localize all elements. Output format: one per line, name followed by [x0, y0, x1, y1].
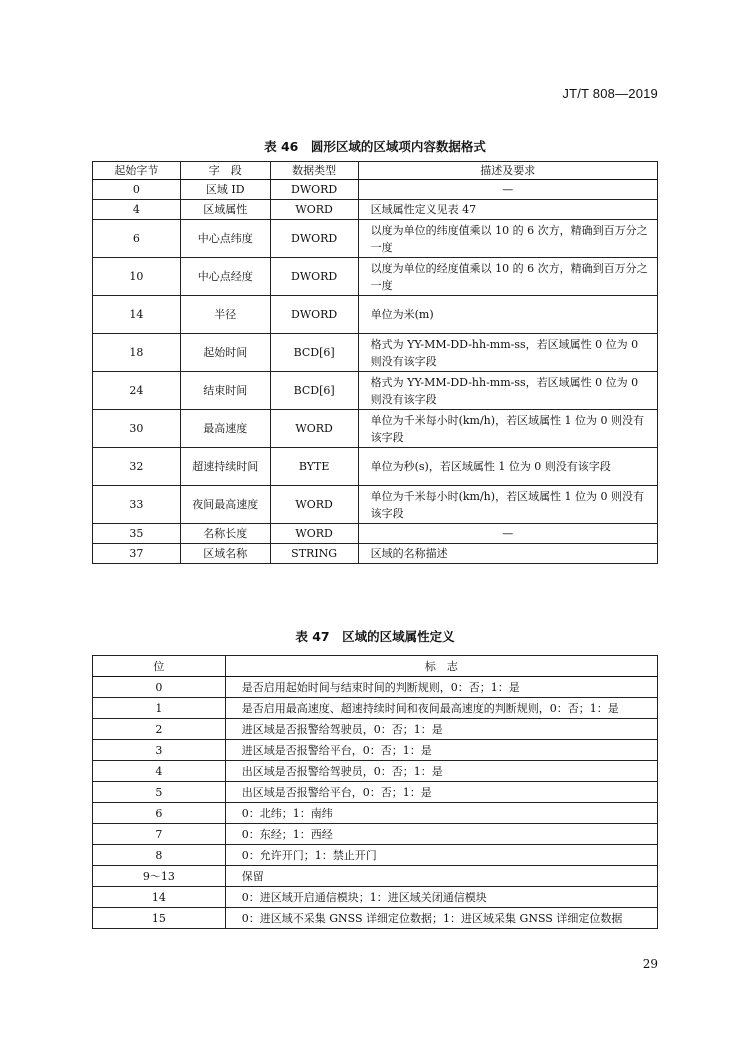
table-cell: 以度为单位的纬度值乘以 10 的 6 次方，精确到百万分之一度: [358, 220, 657, 258]
table-row: [93, 845, 658, 866]
column-header: 描述及要求: [358, 162, 657, 180]
table-cell: WORD: [270, 486, 358, 524]
table-cell: 进区域是否报警给驾驶员，0：否；1：是: [225, 719, 657, 740]
table-cell: 35: [93, 524, 181, 544]
table-cell: 18: [93, 334, 181, 372]
table46-caption: 表 46 圆形区域的区域项内容数据格式: [264, 139, 486, 154]
table-cell: 出区域是否报警给平台，0：否；1：是: [225, 782, 657, 803]
table-cell: 6: [93, 220, 181, 258]
table-row: [93, 908, 658, 929]
table-cell: 超速持续时间: [180, 448, 270, 486]
table-row: [93, 258, 658, 296]
table-cell: 是否启用起始时间与结束时间的判断规则，0：否；1：是: [225, 677, 657, 698]
table-row: [93, 448, 658, 486]
table-row: [93, 180, 658, 200]
table-cell: 0: [93, 677, 226, 698]
table-row: [93, 296, 658, 334]
table-cell: 3: [93, 740, 226, 761]
table-cell: 半径: [180, 296, 270, 334]
table-cell: 8: [93, 845, 226, 866]
table-row: [93, 200, 658, 220]
table-cell: BCD[6]: [270, 372, 358, 410]
table-cell: 4: [93, 200, 181, 220]
table-cell: 6: [93, 803, 226, 824]
table-cell: STRING: [270, 544, 358, 564]
table-cell: 1: [93, 698, 226, 719]
table-row: [93, 887, 658, 908]
table-cell: 最高速度: [180, 410, 270, 448]
table-cell: 14: [93, 887, 226, 908]
table-cell: 32: [93, 448, 181, 486]
table-cell: 结束时间: [180, 372, 270, 410]
table-row: [93, 220, 658, 258]
table-cell: 出区域是否报警给驾驶员，0：否；1：是: [225, 761, 657, 782]
table-row: [93, 677, 658, 698]
table-row: [93, 486, 658, 524]
table-cell: DWORD: [270, 258, 358, 296]
table-cell: 2: [93, 719, 226, 740]
table-cell: 区域属性: [180, 200, 270, 220]
table-cell: 起始时间: [180, 334, 270, 372]
table-cell: 区域属性定义见表 47: [358, 200, 657, 220]
table-cell: DWORD: [270, 220, 358, 258]
table-cell: 单位为千米每小时(km/h)，若区域属性 1 位为 0 则没有该字段: [358, 486, 657, 524]
table-cell: BCD[6]: [270, 334, 358, 372]
table-cell: 7: [93, 824, 226, 845]
table-cell: BYTE: [270, 448, 358, 486]
table-cell: 单位为千米每小时(km/h)，若区域属性 1 位为 0 则没有该字段: [358, 410, 657, 448]
table-cell: 区域名称: [180, 544, 270, 564]
table-cell: 单位为秒(s)，若区域属性 1 位为 0 则没有该字段: [358, 448, 657, 486]
table-cell: 区域 ID: [180, 180, 270, 200]
table-cell: 0：进区域不采集 GNSS 详细定位数据；1：进区域采集 GNSS 详细定位数据: [225, 908, 657, 929]
table-cell: 名称长度: [180, 524, 270, 544]
table-cell: 30: [93, 410, 181, 448]
table-cell: WORD: [270, 524, 358, 544]
table-47: [92, 655, 658, 929]
table-row: [93, 524, 658, 544]
table-row: [93, 803, 658, 824]
table-cell: DWORD: [270, 180, 358, 200]
table-cell: 9～13: [93, 866, 226, 887]
table-row: [93, 782, 658, 803]
table-cell: 0：允许开门；1：禁止开门: [225, 845, 657, 866]
table-row: [93, 372, 658, 410]
table-cell: 24: [93, 372, 181, 410]
table-row: [93, 544, 658, 564]
table-row: [93, 334, 658, 372]
table-row: [93, 410, 658, 448]
table-cell: 0：进区域开启通信模块；1：进区域关闭通信模块: [225, 887, 657, 908]
table-row: [93, 719, 658, 740]
standard-number: JT/T 808—2019: [562, 86, 658, 101]
table-cell: 5: [93, 782, 226, 803]
table-cell: 0: [93, 180, 181, 200]
table-row: [93, 866, 658, 887]
table-cell: 保留: [225, 866, 657, 887]
table-cell: 以度为单位的经度值乘以 10 的 6 次方，精确到百万分之一度: [358, 258, 657, 296]
table-cell: WORD: [270, 410, 358, 448]
table-cell: 是否启用最高速度、超速持续时间和夜间最高速度的判断规则，0：否；1：是: [225, 698, 657, 719]
column-header: 起始字节: [93, 162, 181, 180]
table-cell: 中心点经度: [180, 258, 270, 296]
table-cell: 33: [93, 486, 181, 524]
table-row: [93, 698, 658, 719]
column-header: 字 段: [180, 162, 270, 180]
table-cell: 单位为米(m): [358, 296, 657, 334]
table-cell: 区域的名称描述: [358, 544, 657, 564]
table-cell: 0：北纬；1：南纬: [225, 803, 657, 824]
table-row: [93, 824, 658, 845]
column-header: 数据类型: [270, 162, 358, 180]
table-cell: DWORD: [270, 296, 358, 334]
table-cell: WORD: [270, 200, 358, 220]
table-row: [93, 761, 658, 782]
page-number: 29: [642, 957, 658, 971]
table-cell: 格式为 YY-MM-DD-hh-mm-ss，若区域属性 0 位为 0 则没有该字段: [358, 372, 657, 410]
table-cell: 4: [93, 761, 226, 782]
column-header: 标 志: [225, 656, 657, 677]
table-cell: 进区域是否报警给平台，0：否；1：是: [225, 740, 657, 761]
table47-caption: 表 47 区域的区域属性定义: [295, 629, 455, 644]
table-46: [92, 161, 658, 564]
table-cell: 14: [93, 296, 181, 334]
table-cell: 15: [93, 908, 226, 929]
table-cell: 中心点纬度: [180, 220, 270, 258]
column-header: 位: [93, 656, 226, 677]
table-cell: 37: [93, 544, 181, 564]
table-cell: —: [358, 524, 657, 544]
table-cell: 10: [93, 258, 181, 296]
table-cell: —: [358, 180, 657, 200]
table-cell: 格式为 YY-MM-DD-hh-mm-ss，若区域属性 0 位为 0 则没有该字段: [358, 334, 657, 372]
table-cell: 夜间最高速度: [180, 486, 270, 524]
table-cell: 0：东经；1：西经: [225, 824, 657, 845]
table-row: [93, 740, 658, 761]
